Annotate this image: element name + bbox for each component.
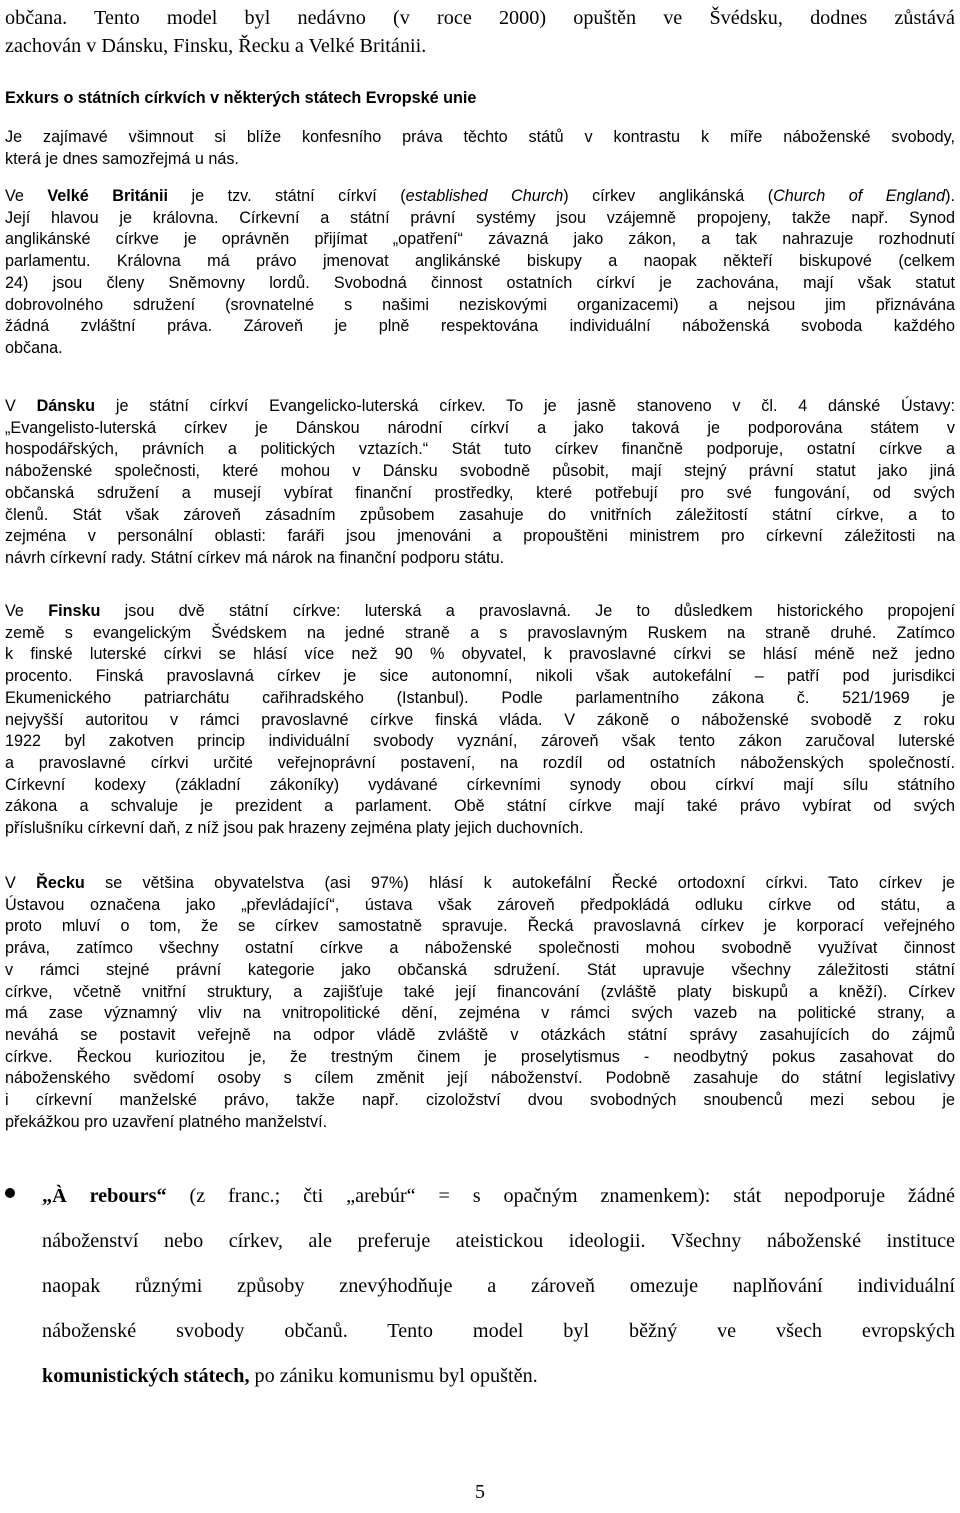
text-line: i církevní manželské právo, takže např. cizoložství dvou svobodných snoubenců mezi sebou je [5, 1091, 955, 1110]
text-line: 1922 byl zakotven princip individuální svobody vyznání, zároveň však tento zákon zaručoval luterské [5, 732, 955, 751]
country-name: Velké Británii [47, 187, 169, 205]
page-number: 5 [475, 1481, 485, 1503]
text-line: občanská sdružení a musejí vybírat finanční prostředky, které potřebují pro své fungování, od svých [5, 483, 955, 502]
text-line: církve, včetně vnitřní struktury, a zajišťuje také její financování (zvláště platy biskupů a kněží). Církev [5, 982, 955, 1001]
text-line: která je dnes samozřejmá u nás. [5, 149, 239, 168]
text-line: neváhá se postavit veřejně na odpor vládě zvláště v otázkách státní správy zasahujících do zájmů [5, 1025, 955, 1044]
greece-paragraph [5, 873, 955, 1133]
text-line: anglikánské církve je oprávněn přijímat „opatření“ závazná jako zákon, a tak nahrazuje rozhodnutí [5, 230, 955, 249]
text-line: náboženského svědomí osoby s cílem změnit její náboženství. Podobně zasahuje do státní legislativy [5, 1069, 955, 1088]
text-line: Ústavou označena jako „převládající“, ústava však zároveň předpokládá odluku církve od státu, a [5, 895, 955, 914]
text-line: naopak různými způsoby znevýhodňuje a zároveň omezuje naplňování individuální [42, 1275, 955, 1297]
text-line: V Řecku se většina obyvatelstva (asi 97%) hlásí k autokefální Řecké ortodoxní církvi. Tato církev je [5, 874, 956, 892]
text-line: „À rebours“ (z franc.; čti „arebúr“ = s opačným znamenkem): stát nepodporuje žádné [42, 1185, 956, 1207]
text-line: Církevní kodexy (základní zákoníky) vydávané církevními synody obou církví mají sílu státního [5, 775, 955, 794]
text-line: komunistických státech, po zániku komunismu byl opuštěn. [42, 1365, 538, 1387]
text-line: Ekumenického patriarchátu cařihradského (Istanbul). Podle parlamentního zákona č. 521/1969 je [5, 688, 955, 707]
text-line: Ve Finsku jsou dvě státní církve: luterská a pravoslavná. Je to důsledkem historického propojení [5, 602, 955, 620]
text-line: v rámci stejné právní kategorie jako občanská sdružení. Stát upravuje všechny záležitosti státní [5, 960, 955, 979]
country-name: Finsku [48, 602, 101, 620]
text-line: parlamentu. Královna má právo jmenovat anglikánské biskupy a naopak někteří biskupové (celkem [5, 252, 955, 271]
bullet-term: „À rebours“ [42, 1185, 167, 1207]
text-line: církve. Řeckou kuriozitou je, že trestným činem je proselytismus - neodbytný pokus zasahovat do [5, 1047, 955, 1066]
text-line: „Evangelisto-luterská církev je Dánskou národní církví a jako taková je podporována státem v [5, 418, 955, 437]
bullet-text [42, 1174, 955, 1399]
text-line: V Dánsku je státní církví Evangelicko-luterská církev. To je jasně stanoveno v čl. 4 dánské Ústavy: [5, 397, 955, 415]
text-line: členů. Stát však zároveň zásadním způsobem zasahuje do vnitřních záležitostí státní církve, a to [5, 505, 955, 524]
text-line: Její hlavou je královna. Církevní a státní právní systémy jsou vzájemně propojeny, takže např. Synod [5, 208, 955, 227]
text-line: návrh církevní rady. Státní církev má nárok na finanční podporu státu. [5, 548, 505, 567]
text-line: Ve Velké Británii je tzv. státní církví (established Church) církev anglikánská (Church of England). [5, 187, 956, 205]
text-line: k finské luterské církvi se hlásí více než 90 % obyvatel, k pravoslavné církvi se hlásí méně než jedno [5, 645, 955, 664]
text-line: náboženské svobody občanů. Tento model byl běžný ve všech evropských [42, 1320, 955, 1342]
text-line: země s evangelickým Švédskem na jedné straně a s pravoslavným Ruskem na straně druhé. Zatímco [5, 623, 955, 642]
text-line: náboženství nebo církev, ale preferuje ateistickou ideologii. Všechny náboženské instituce [42, 1230, 955, 1252]
section-heading: Exkurs o státních církvích v některých státech Evropské unie [5, 89, 477, 107]
denmark-paragraph [5, 396, 955, 570]
text-line: 24) jsou členy Sněmovny lordů. Svobodná činnost ostatních církví je zachována, mají však statut [5, 273, 955, 292]
text-line: proto mluví o tom, že se církev samostatně spravuje. Řecká pravoslavná církev je korporací veřejného [5, 917, 955, 936]
text-line: práva, zatímco všechny ostatní církve a náboženské společnosti mohou svobodně využívat činnost [5, 939, 955, 958]
text-line: občana. Tento model byl nedávno (v roce 2000) opuštěn ve Švédsku, dodnes zůstává [5, 7, 955, 29]
intro-paragraph [5, 127, 955, 170]
text-line: občana. [5, 338, 63, 357]
country-name: Dánsku [36, 397, 96, 415]
text-line: žádná zvláštní práva. Zároveň je plně respektována individuální náboženská svoboda každého [5, 317, 955, 336]
uk-paragraph [5, 186, 955, 360]
text-line: Je zajímavé všimnout si blíže konfesního práva těchto států v kontrastu k míře náboženské svobody, [5, 128, 955, 146]
finland-paragraph [5, 601, 955, 840]
bullet-icon [5, 1188, 15, 1198]
text-line: nejvyšší autoritou v rámci pravoslavné církve finská vláda. V zákoně o náboženské svobodě z roku [5, 710, 955, 729]
text-line: a pravoslavné církvi určité veřejnoprávní postavení, na rozdíl od ostatních náboženských společností. [5, 753, 955, 772]
text-line: náboženské společnosti, které mohou v Dánsku svobodně působit, mají stejný právní statut jako jiná [5, 462, 955, 481]
text-line: dobrovolného sdružení (srovnatelné s našimi neziskovými organizacemi) a nejsou jim přiznávána [5, 295, 955, 314]
text-line: má zase významný vliv na vnitropolitické dění, zejména v rámci svých vazeb na politické strany, a [5, 1004, 955, 1023]
text-line: procento. Finská pravoslavná církev je sice autonomní, nikoli však autokefální – patří pod jurisdikci [5, 667, 955, 686]
text-line: překážkou pro uzavření platného manželství. [5, 1112, 328, 1131]
text-line: zachován v Dánsku, Finsku, Řecku a Velké Británii. [5, 35, 427, 57]
text-line: zejména v personální oblasti: faráři jsou jmenováni a propouštěni ministrem pro církevní záležitosti na [5, 527, 955, 546]
text-line: příslušníku církevní daň, z níž jsou pak hrazeny zejména platy jejich duchovních. [5, 819, 584, 838]
text-line: zákona a schvaluje je prezident a parlament. Obě státní církve mají také právo vybírat od svých [5, 797, 955, 816]
country-name: Řecku [36, 874, 85, 892]
continuation-paragraph [5, 4, 955, 60]
text-line: hospodářských, právních a politických vztazích.“ Stát tuto církev finančně podporuje, ostatní církve a [5, 440, 955, 459]
